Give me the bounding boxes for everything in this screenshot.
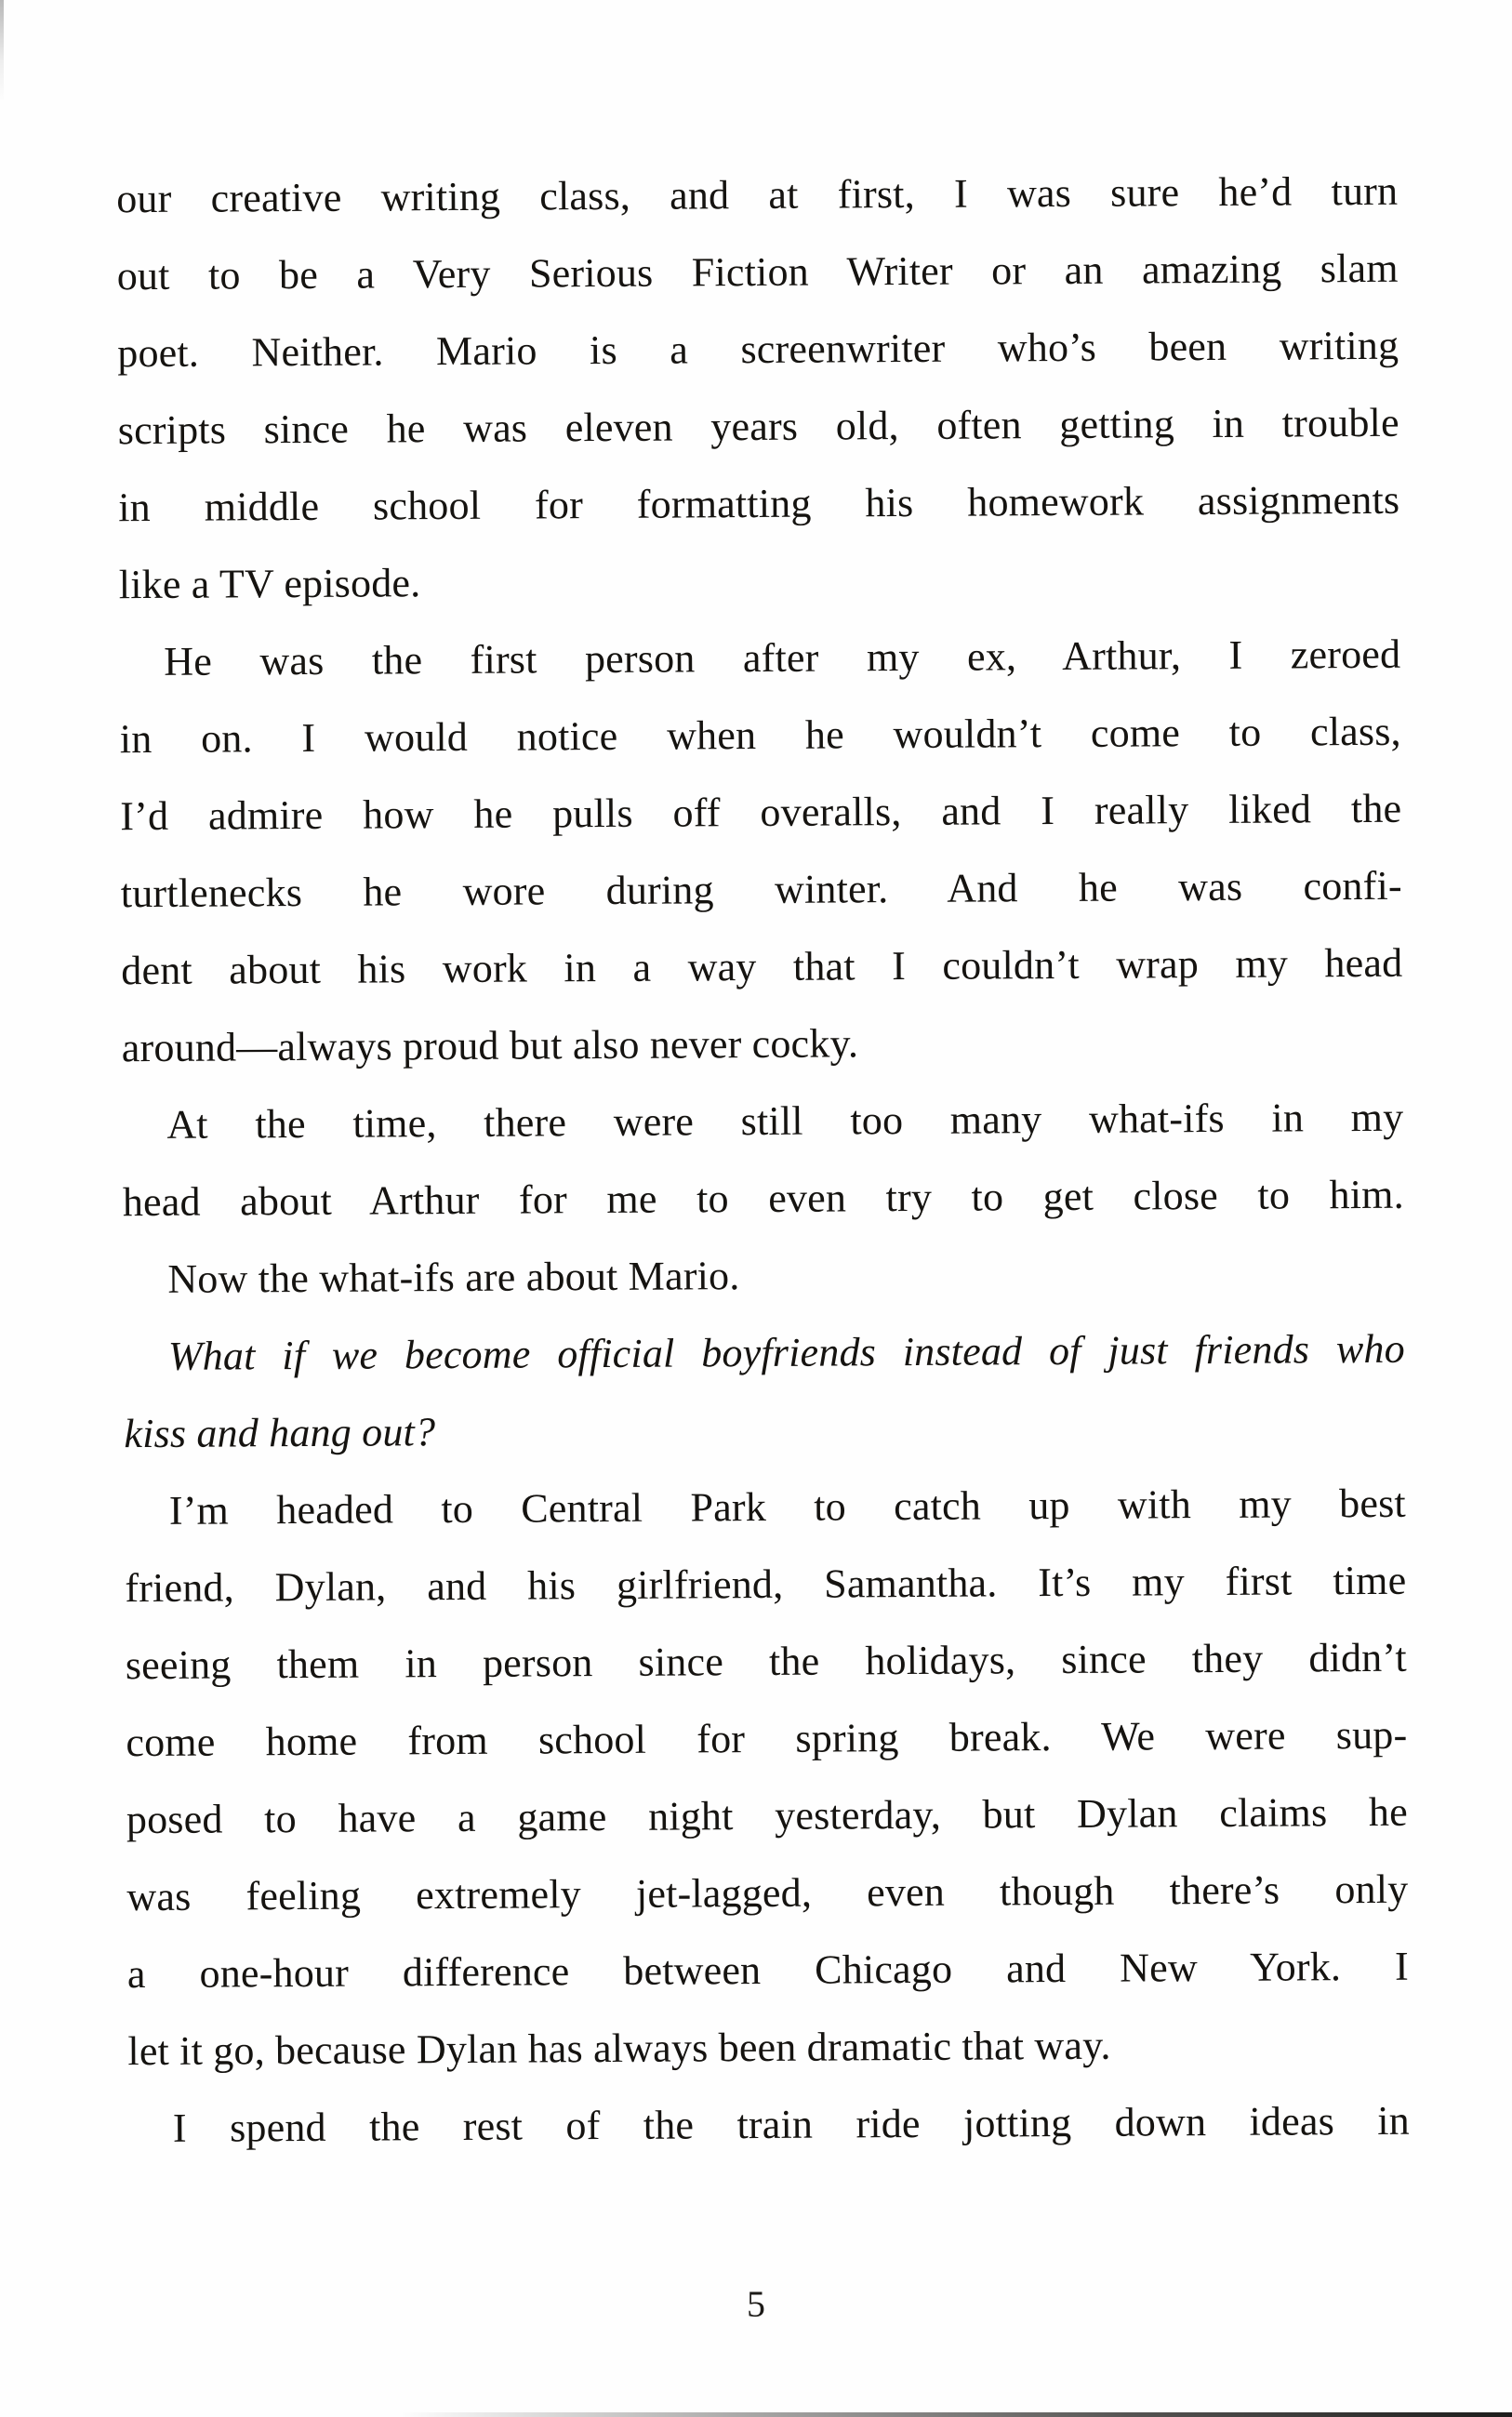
text-line-italic: kiss and hang out? [124, 1409, 436, 1457]
text-line: seeing them in person since the holidays, since they didn’t [125, 1634, 1408, 1689]
body-text-block [116, 153, 1410, 2167]
text-line: poet. Neither. Mario is a screenwriter who’s been writing [117, 322, 1399, 377]
text-line: come home from school for spring break. We were sup- [126, 1711, 1408, 1766]
text-line: I’m headed to Central Park to catch up with my best [168, 1480, 1407, 1534]
text-line: out to be a Very Serious Fiction Writer or an amazing slam [116, 245, 1399, 299]
text-line: in middle school for formatting his homework assignments [118, 476, 1400, 531]
text-line: friend, Dylan, and his girlfriend, Samantha. It’s my first time [125, 1557, 1407, 1612]
text-line: around—always proud but also never cocky. [121, 1020, 859, 1071]
text-line: dent about his work in a way that I couldn’t wrap my head [121, 939, 1403, 994]
text-line: scripts since he was eleven years old, often getting in trouble [117, 399, 1399, 454]
text-line: At the time, there were still too many what-ifs in my [166, 1094, 1404, 1148]
text-line: head about Arthur for me to even try to get close to him. [122, 1171, 1404, 1226]
text-line: turtlenecks he wore during winter. And he was confi- [120, 862, 1402, 917]
text-line: He was the first person after my ex, Arthur, I zeroed [164, 631, 1401, 684]
page-number: 5 [747, 2283, 765, 2325]
text-line: I spend the rest of the train ride jotting down ideas in [172, 2097, 1411, 2151]
text-line: Now the what-ifs are about Mario. [167, 1253, 740, 1302]
text-line: our creative writing class, and at first, I was sure he’d turn [116, 167, 1399, 222]
text-line: like a TV episode. [118, 560, 421, 608]
text-line: posed to have a game night yesterday, but Dylan claims he [126, 1788, 1409, 1843]
page-edge-shadow-bottom [400, 2412, 1512, 2417]
text-line: was feeling extremely jet-lagged, even though there’s only [126, 1866, 1409, 1920]
text-line: let it go, because Dylan has always been dramatic that way. [127, 2022, 1111, 2075]
page-edge-shadow-top-left [0, 0, 4, 102]
text-line: a one-hour difference between Chicago and New York. I [126, 1943, 1410, 1998]
text-line: in on. I would notice when he wouldn’t come to class, [119, 708, 1401, 763]
text-line-italic: What if we become official boyfriends instead of just friends who [167, 1325, 1405, 1379]
text-line: I’d admire how he pulls off overalls, and I really liked the [120, 785, 1402, 840]
